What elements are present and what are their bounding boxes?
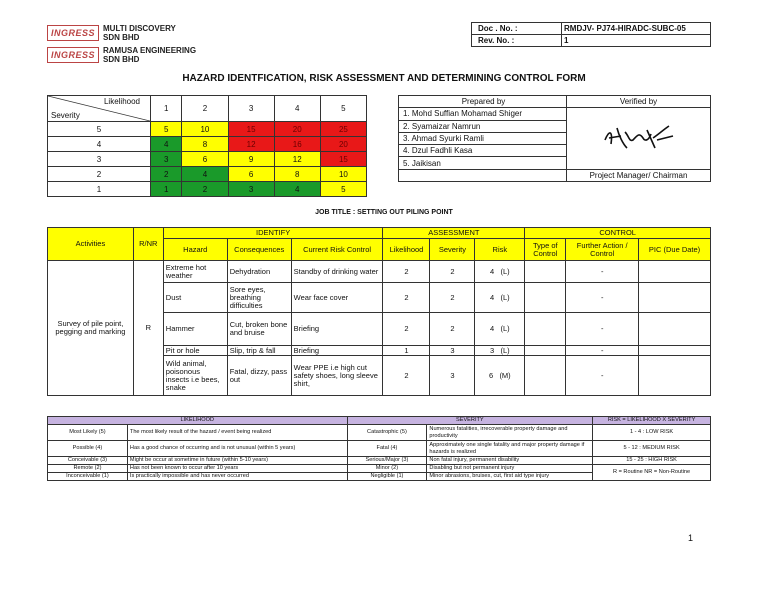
- legend-severity-header: SEVERITY: [347, 417, 593, 425]
- matrix-row: [48, 182, 367, 197]
- severity-axis-label: Severity: [51, 111, 80, 120]
- matrix-cell: 6: [182, 152, 228, 167]
- matrix-row: [48, 122, 367, 137]
- pic-cell: [639, 356, 711, 396]
- hazard-cell: Hammer: [163, 313, 227, 346]
- legend-table: [47, 416, 711, 481]
- risk-cell: 4 (L): [475, 313, 525, 346]
- matrix-row: [48, 167, 367, 182]
- likelihood-cell: 2: [383, 313, 430, 346]
- likelihood-col-2: 2: [182, 96, 228, 122]
- legend-row: [48, 465, 711, 473]
- likelihood-col-1: 1: [151, 96, 182, 122]
- legend-risk-level: 5 - 12 : MEDIUM RISK: [593, 441, 711, 457]
- current-control-cell: Wear PPE i.e high cut safety shoes, long sleeve shirt,: [291, 356, 383, 396]
- legend-severity-desc: Disabling but not permanent injury: [427, 465, 593, 473]
- header-severity: Severity: [430, 239, 475, 261]
- preparer-4: 4. Dzul Fadhli Kasa: [399, 145, 567, 157]
- matrix-body: [48, 122, 367, 197]
- matrix-row: [48, 152, 367, 167]
- matrix-corner: [48, 96, 151, 122]
- matrix-cell: 8: [274, 167, 320, 182]
- severity-cell: 3: [430, 356, 475, 396]
- matrix-cell: 15: [228, 122, 274, 137]
- page-number: 1: [688, 533, 694, 543]
- risk-cell: 4 (L): [475, 283, 525, 313]
- type-of-control-cell: [525, 261, 566, 283]
- legend-row: [48, 457, 711, 465]
- legend-severity-desc: Numerous fatalities, irrecoverable property damage and productivity: [427, 425, 593, 441]
- header-pic: PIC (Due Date): [639, 239, 711, 261]
- pic-cell: [639, 283, 711, 313]
- header-control: CONTROL: [525, 228, 711, 239]
- severity-value: 1: [48, 182, 151, 197]
- header-risk: Risk: [475, 239, 525, 261]
- matrix-cell: 5: [151, 122, 182, 137]
- severity-value: 3: [48, 152, 151, 167]
- doc-no-label: Doc . No. :: [472, 23, 562, 35]
- consequences-cell: Slip, trip & fall: [227, 346, 291, 356]
- likelihood-col-5: 5: [320, 96, 366, 122]
- type-of-control-cell: [525, 356, 566, 396]
- hazard-cell: Dust: [163, 283, 227, 313]
- severity-value: 5: [48, 122, 151, 137]
- likelihood-cell: 2: [383, 283, 430, 313]
- matrix-cell: 3: [151, 152, 182, 167]
- legend-likelihood-desc: Has not been known to occur after 10 years: [127, 465, 347, 473]
- matrix-cell: 12: [228, 137, 274, 152]
- severity-cell: 3: [430, 346, 475, 356]
- matrix-cell: 15: [320, 152, 366, 167]
- preparer-empty: [399, 169, 567, 181]
- severity-value: 2: [48, 167, 151, 182]
- further-action-cell: -: [566, 283, 639, 313]
- legend-likelihood-desc: The most likely result of the hazard / event being realized: [127, 425, 347, 441]
- preparer-3: 3. Ahmad Syurki Ramli: [399, 132, 567, 144]
- matrix-cell: 2: [182, 182, 228, 197]
- legend-likelihood-name: Inconceivable (1): [48, 473, 128, 481]
- legend-risk-level: 1 - 4 : LOW RISK: [593, 425, 711, 441]
- activity-cell: Survey of pile point, pegging and marking: [48, 261, 134, 396]
- legend-risk-header: RISK = LIKELIHOOD X SEVERITY: [593, 417, 711, 425]
- consequences-cell: Fatal, dizzy, pass out: [227, 356, 291, 396]
- matrix-cell: 6: [228, 167, 274, 182]
- legend-likelihood-desc: Has a good chance of occurring and is not unusual (within 5 years): [127, 441, 347, 457]
- legend-severity-desc: Non fatal injury, permanent disability: [427, 457, 593, 465]
- header-hazard: Hazard: [163, 239, 227, 261]
- further-action-cell: -: [566, 356, 639, 396]
- matrix-cell: 1: [151, 182, 182, 197]
- legend-severity-name: Catastrophic (5): [347, 425, 427, 441]
- legend-likelihood-desc: Might be occur at sometime in future (within 5-10 years): [127, 457, 347, 465]
- likelihood-cell: 2: [383, 356, 430, 396]
- matrix-row: [48, 137, 367, 152]
- severity-value: 4: [48, 137, 151, 152]
- matrix-cell: 10: [320, 167, 366, 182]
- legend-row: [48, 425, 711, 441]
- legend-severity-desc: Minor abrasions, bruises, cut, first aid type injury: [427, 473, 593, 481]
- header-rnr: R/NR: [133, 228, 163, 261]
- risk-cell: 4 (L): [475, 261, 525, 283]
- legend-likelihood-name: Remote (2): [48, 465, 128, 473]
- matrix-cell: 5: [320, 182, 366, 197]
- legend-row: [48, 441, 711, 457]
- current-control-cell: Briefing: [291, 313, 383, 346]
- verifier-signature: [567, 108, 711, 169]
- risk-cell: 3 (L): [475, 346, 525, 356]
- pic-cell: [639, 346, 711, 356]
- severity-cell: 2: [430, 283, 475, 313]
- header-further-action: Further Action / Control: [566, 239, 639, 261]
- logo-row-multi-discovery: [47, 24, 176, 42]
- matrix-cell: 10: [182, 122, 228, 137]
- matrix-cell: 4: [182, 167, 228, 182]
- header-consequences: Consequences: [227, 239, 291, 261]
- logo-row-ramusa: [47, 46, 196, 64]
- matrix-cell: 16: [274, 137, 320, 152]
- severity-cell: 2: [430, 261, 475, 283]
- risk-cell: 6 (M): [475, 356, 525, 396]
- matrix-cell: 4: [151, 137, 182, 152]
- hiradc-table: [47, 227, 711, 396]
- legend-risk-level: 15 - 25 : HIGH RISK: [593, 457, 711, 465]
- likelihood-col-3: 3: [228, 96, 274, 122]
- legend-likelihood-header: LIKELIHOOD: [48, 417, 348, 425]
- table-row: [48, 261, 711, 283]
- rev-no-label: Rev. No. :: [472, 35, 562, 47]
- further-action-cell: -: [566, 261, 639, 283]
- likelihood-cell: 2: [383, 261, 430, 283]
- header-likelihood: Likelihood: [383, 239, 430, 261]
- further-action-cell: -: [566, 313, 639, 346]
- ingress-logo: INGRESS: [47, 25, 99, 41]
- hazard-cell: Extreme hot weather: [163, 261, 227, 283]
- consequences-cell: Sore eyes, breathing difficulties: [227, 283, 291, 313]
- company-logo-block: [47, 24, 207, 68]
- matrix-cell: 20: [274, 122, 320, 137]
- legend-likelihood-desc: Is practically impossible and has never occurred: [127, 473, 347, 481]
- legend-severity-name: Negligible (1): [347, 473, 427, 481]
- rev-no-value: 1: [562, 35, 711, 47]
- verifier-role: Project Manager/ Chairman: [567, 169, 711, 181]
- type-of-control-cell: [525, 283, 566, 313]
- pic-cell: [639, 313, 711, 346]
- hazard-cell: Wild animal, poisonous insects i.e bees, snake: [163, 356, 227, 396]
- header-type-of-control: Type of Control: [525, 239, 566, 261]
- matrix-cell: 12: [274, 152, 320, 167]
- current-control-cell: Wear face cover: [291, 283, 383, 313]
- header-assessment: ASSESSMENT: [383, 228, 525, 239]
- company-name-1: MULTI DISCOVERY SDN BHD: [103, 24, 176, 42]
- verified-by-header: Verified by: [567, 96, 711, 108]
- job-title: JOB TITLE : SETTING OUT PILING POINT: [315, 209, 453, 216]
- signature-icon: [599, 118, 679, 158]
- legend-severity-name: Fatal (4): [347, 441, 427, 457]
- hazard-cell: Pit or hole: [163, 346, 227, 356]
- matrix-cell: 9: [228, 152, 274, 167]
- preparer-2: 2. Syamaizar Namrun: [399, 120, 567, 132]
- doc-info-table: [471, 22, 711, 47]
- current-control-cell: Briefing: [291, 346, 383, 356]
- legend-likelihood-name: Possible (4): [48, 441, 128, 457]
- header-identify: IDENTIFY: [163, 228, 383, 239]
- matrix-cell: 2: [151, 167, 182, 182]
- further-action-cell: -: [566, 346, 639, 356]
- pic-cell: [639, 261, 711, 283]
- likelihood-cell: 1: [383, 346, 430, 356]
- likelihood-axis-label: Likelihood: [103, 97, 140, 106]
- company-name-2: RAMUSA ENGINEERING SDN BHD: [103, 46, 197, 64]
- legend-likelihood-name: Conceivable (3): [48, 457, 128, 465]
- preparer-5: 5. Jaikisan: [399, 157, 567, 169]
- consequences-cell: Dehydration: [227, 261, 291, 283]
- legend-routine-key: R = Routine NR = Non-Routine: [593, 465, 711, 481]
- severity-cell: 2: [430, 313, 475, 346]
- rnr-cell: R: [133, 261, 163, 396]
- ingress-logo-2: INGRESS: [47, 47, 99, 63]
- matrix-cell: 4: [274, 182, 320, 197]
- header-activities: Activities: [48, 228, 134, 261]
- likelihood-col-4: 4: [274, 96, 320, 122]
- matrix-cell: 20: [320, 137, 366, 152]
- legend-likelihood-name: Most Likely (5): [48, 425, 128, 441]
- current-control-cell: Standby of drinking water: [291, 261, 383, 283]
- form-title: HAZARD IDENTFICATION, RISK ASSESSMENT AND DETERMINING CONTROL FORM: [182, 73, 586, 84]
- prepared-by-header: Prepared by: [399, 96, 567, 108]
- legend-severity-name: Serious/Major (3): [347, 457, 427, 465]
- type-of-control-cell: [525, 313, 566, 346]
- prepared-verified-table: [398, 95, 711, 182]
- consequences-cell: Cut, broken bone and bruise: [227, 313, 291, 346]
- header-current-risk-control: Current Risk Control: [291, 239, 383, 261]
- doc-no-value: RMDJV- PJ74-HIRADC-SUBC-05: [562, 23, 711, 35]
- matrix-cell: 8: [182, 137, 228, 152]
- legend-severity-name: Minor (2): [347, 465, 427, 473]
- risk-matrix: [47, 95, 367, 197]
- legend-severity-desc: Approximately one single fatality and major property damage if hazards is realized: [427, 441, 593, 457]
- matrix-cell: 3: [228, 182, 274, 197]
- type-of-control-cell: [525, 346, 566, 356]
- matrix-cell: 25: [320, 122, 366, 137]
- preparer-1: 1. Mohd Suffian Mohamad Shiger: [399, 108, 567, 120]
